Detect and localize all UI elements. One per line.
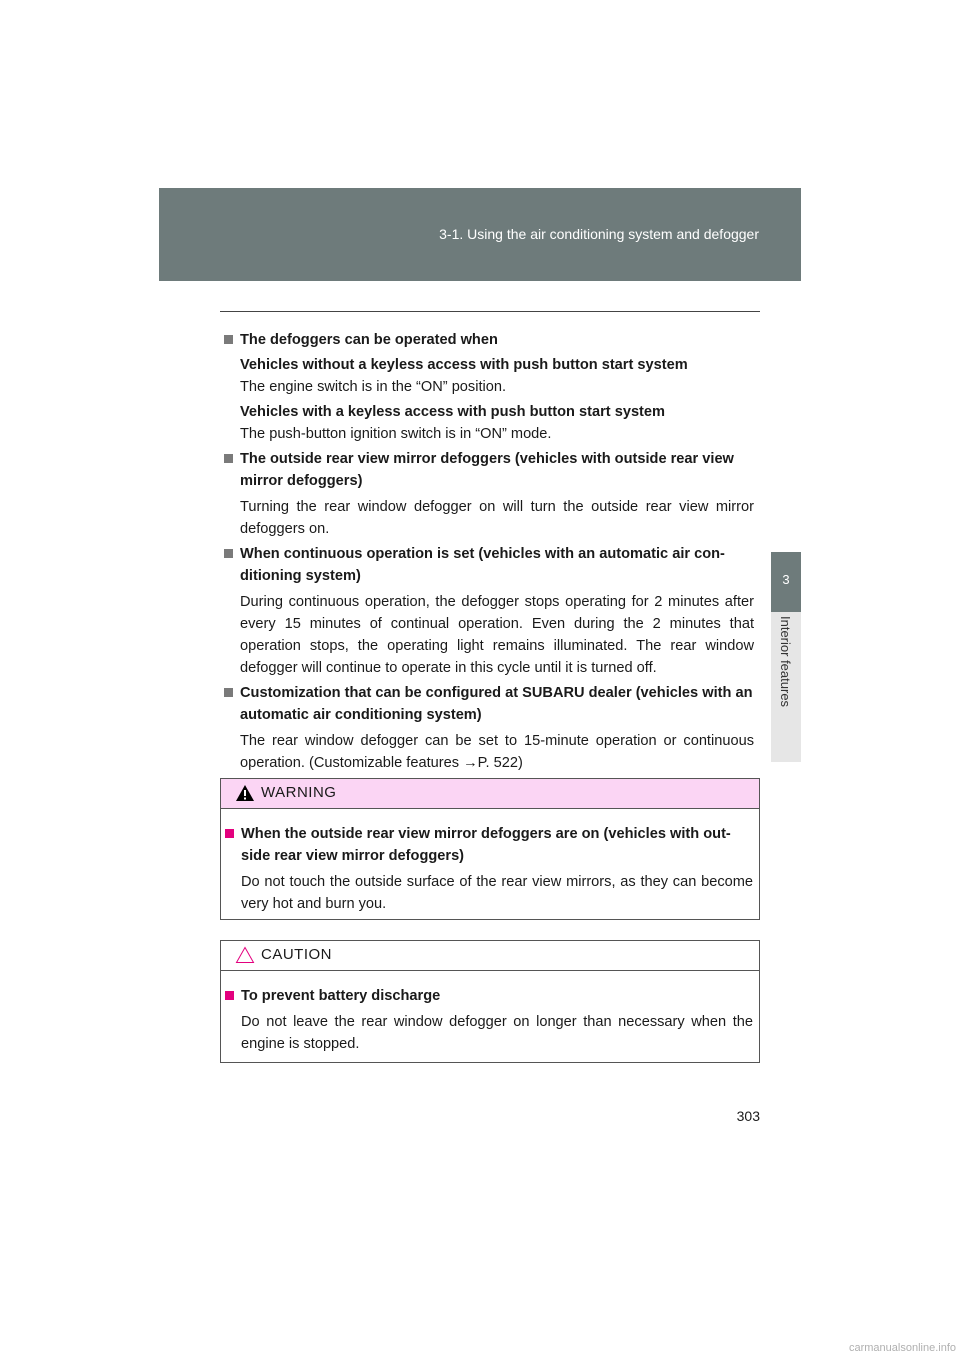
section-divider bbox=[220, 311, 760, 312]
chapter-side-label bbox=[771, 612, 801, 762]
square-bullet-icon bbox=[225, 991, 234, 1000]
chapter-title: 3-1. Using the air conditioning system and defogger bbox=[439, 226, 759, 242]
section-text: The push-button ignition switch is in “ON” mode. bbox=[240, 426, 552, 442]
caution-box bbox=[220, 940, 760, 1063]
section-heading: The defoggers can be operated when bbox=[222, 329, 754, 351]
section-subheading: Vehicles without a keyless access with push button start system bbox=[240, 357, 688, 373]
square-bullet-icon bbox=[224, 688, 233, 697]
caution-text: Do not leave the rear window defogger on longer than necessary when the engine is stopped. bbox=[241, 1014, 753, 1052]
warning-box bbox=[220, 778, 760, 920]
square-bullet-icon bbox=[224, 335, 233, 344]
warning-triangle-icon bbox=[235, 784, 255, 802]
square-bullet-icon bbox=[225, 829, 234, 838]
square-bullet-icon bbox=[224, 454, 233, 463]
section-heading: Customization that can be configured at SUBARU dealer (vehicles with an automatic air conditioning system) bbox=[222, 682, 754, 726]
caution-heading: To prevent battery discharge bbox=[223, 985, 753, 1007]
section-heading: When continuous operation is set (vehicles with an automatic air con- ditioning system) bbox=[222, 543, 754, 587]
section-text: Turning the rear window defogger on will turn the outside rear view mirror defoggers on. bbox=[240, 499, 754, 537]
caution-body bbox=[221, 971, 759, 1055]
chapter-number: 3 bbox=[782, 572, 790, 587]
footer-watermark: carmanualsonline.info bbox=[848, 1342, 956, 1354]
warning-header bbox=[221, 779, 759, 809]
warning-heading: When the outside rear view mirror defoggers are on (vehicles with out- side rear view mirror defoggers) bbox=[223, 823, 753, 867]
section-text: The rear window defogger can be set to 15-minute operation or continuous operation. (Customizable features →P. 522) bbox=[240, 733, 754, 771]
page-number: 303 bbox=[736, 1108, 760, 1124]
warning-body bbox=[221, 809, 759, 915]
main-content bbox=[222, 326, 754, 774]
caution-triangle-icon bbox=[235, 946, 255, 964]
caution-header bbox=[221, 941, 759, 971]
warning-text: Do not touch the outside surface of the rear view mirrors, as they can become very hot and burn you. bbox=[241, 874, 753, 912]
section-text: The engine switch is in the “ON” position. bbox=[240, 379, 507, 395]
chapter-side-label-text: Interior features bbox=[778, 616, 793, 708]
chapter-tab bbox=[771, 552, 801, 612]
square-bullet-icon bbox=[224, 549, 233, 558]
section-text: During continuous operation, the defogger stops operating for 2 minutes after every 15 minutes of continual operation. Even during the 2 minutes that operation stops, the operating light remains illuminated. The rear window defogger will continue to operate in this cycle until it is turned off. bbox=[240, 594, 754, 676]
warning-title: WARNING bbox=[261, 784, 337, 801]
chapter-header bbox=[159, 188, 801, 281]
section-heading: The outside rear view mirror defoggers (vehicles with outside rear view mirror defoggers) bbox=[222, 448, 754, 492]
section-subheading: Vehicles with a keyless access with push button start system bbox=[240, 404, 666, 420]
caution-title: CAUTION bbox=[261, 946, 332, 963]
